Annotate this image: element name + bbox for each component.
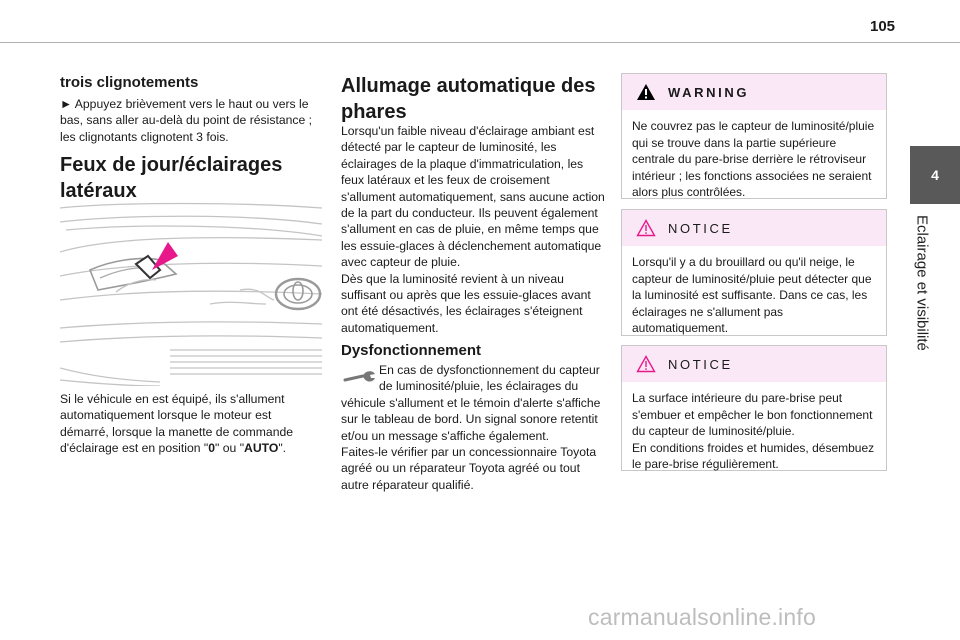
notice-windscreen-paragraph-2: En conditions froides et humides, désembuez le pare-brise régulièrement. <box>632 440 875 472</box>
auto-lights-paragraph-1: Lorsqu'un faible niveau d'éclairage ambiant est détecté par le capteur de luminosité, les éclairages de la plaque d'immatriculation, les feux latéraux et les feux de croisement s'allument automatiquement, sans aucune action de la part du conducteur. Ils peuvent également s'allument en cas de pluie, en même temps que les essuie-glaces à déclenchement automatique avec capteur de pluie. <box>341 124 605 270</box>
warning-triangle-icon <box>636 83 656 101</box>
notice-triangle-icon <box>636 355 656 373</box>
header-rule <box>0 42 960 43</box>
section-text-daytime-lights <box>60 391 322 457</box>
notice-text-fog: Lorsqu'il y a du brouillard ou qu'il neige, le capteur de luminosité/pluie peut détecter que la luminosité est suffisante. Dans ce cas, les éclairages ne s'allument pas automatiquement. <box>632 255 872 336</box>
warning-text: Ne couvrez pas le capteur de luminosité/pluie qui se trouve dans la partie supérieure centrale du pare-brise derrière le rétroviseur intérieur ; les fonctions associées ne seraient alors plus contrôlées. <box>632 119 875 200</box>
section-heading-daytime-lights: Feux de jour/éclairages latéraux <box>60 154 283 202</box>
chapter-number: 4 <box>931 167 939 183</box>
notice-header-fog <box>622 210 886 246</box>
notice-windscreen-paragraph-1: La surface intérieure du pare-brise peut s'embuer et empêcher le bon fonctionnement du capteur de luminosité/pluie. <box>632 391 873 439</box>
notice-label-fog: NOTICE <box>668 220 733 236</box>
text-part: ". <box>278 441 287 456</box>
auto-lights-paragraph-2: Dès que la luminosité revient à un niveau suffisant ou après que les essuie-glaces avant ont été désactivés, les éclairages s'éteignent automatiquement. <box>341 271 591 335</box>
malfunction-line-1: En cas de dysfonctionnement du capteur <box>379 363 600 377</box>
position-0: 0 <box>208 441 216 456</box>
warning-box <box>621 73 887 199</box>
notice-header-windscreen <box>622 346 886 382</box>
section-text-auto-lights <box>341 123 605 336</box>
malfunction-paragraph-2: Faites-le vérifier par un concessionnaire Toyota agréé ou un réparateur Toyota agréé ou tout autre réparateur qualifié. <box>341 445 597 492</box>
page-number: 105 <box>870 18 896 35</box>
notice-text-windscreen <box>622 382 886 473</box>
pink-arrow-icon <box>152 242 178 270</box>
warning-header <box>622 74 886 110</box>
notice-label-windscreen: NOTICE <box>668 356 733 372</box>
text-part: Si le véhicule en est équipé, ils s'allument automatiquement lorsque le moteur est démarré, lorsque la manette de commande d'éclairage est en position " <box>60 392 294 456</box>
notice-box-windscreen <box>621 345 887 471</box>
car-front-drawing <box>60 200 322 386</box>
notice-triangle-icon <box>636 219 656 237</box>
malfunction-paragraph-rest: véhicule s'allument et le témoin d'alerte s'affiche sur le tableau de bord. Un signal sonore retentit et/ou un message s'affiche également. <box>341 395 601 443</box>
warning-label: WARNING <box>668 84 750 100</box>
car-front-illustration <box>60 200 322 386</box>
chapter-tab[interactable] <box>910 146 960 204</box>
malfunction-line-2: de luminosité/pluie, les éclairages du <box>379 379 579 394</box>
notice-box-fog <box>621 209 887 336</box>
section-text-malfunction <box>341 362 605 493</box>
section-text-flash: ► Appuyez brièvement vers le haut ou vers le bas, sans aller au-delà du point de résistance ; les clignotants clignotent 3 fois. <box>60 97 313 144</box>
watermark: carmanualsonline.info <box>588 604 816 630</box>
section-heading-flash: trois clignotements <box>60 74 199 91</box>
section-heading-malfunction: Dysfonctionnement <box>341 342 482 359</box>
position-auto: AUTO <box>244 441 279 456</box>
section-heading-auto-lights: Allumage automatique des phares <box>341 75 596 123</box>
chapter-title: Eclairage et visibilité <box>913 215 931 351</box>
text-part: " ou " <box>215 441 245 456</box>
